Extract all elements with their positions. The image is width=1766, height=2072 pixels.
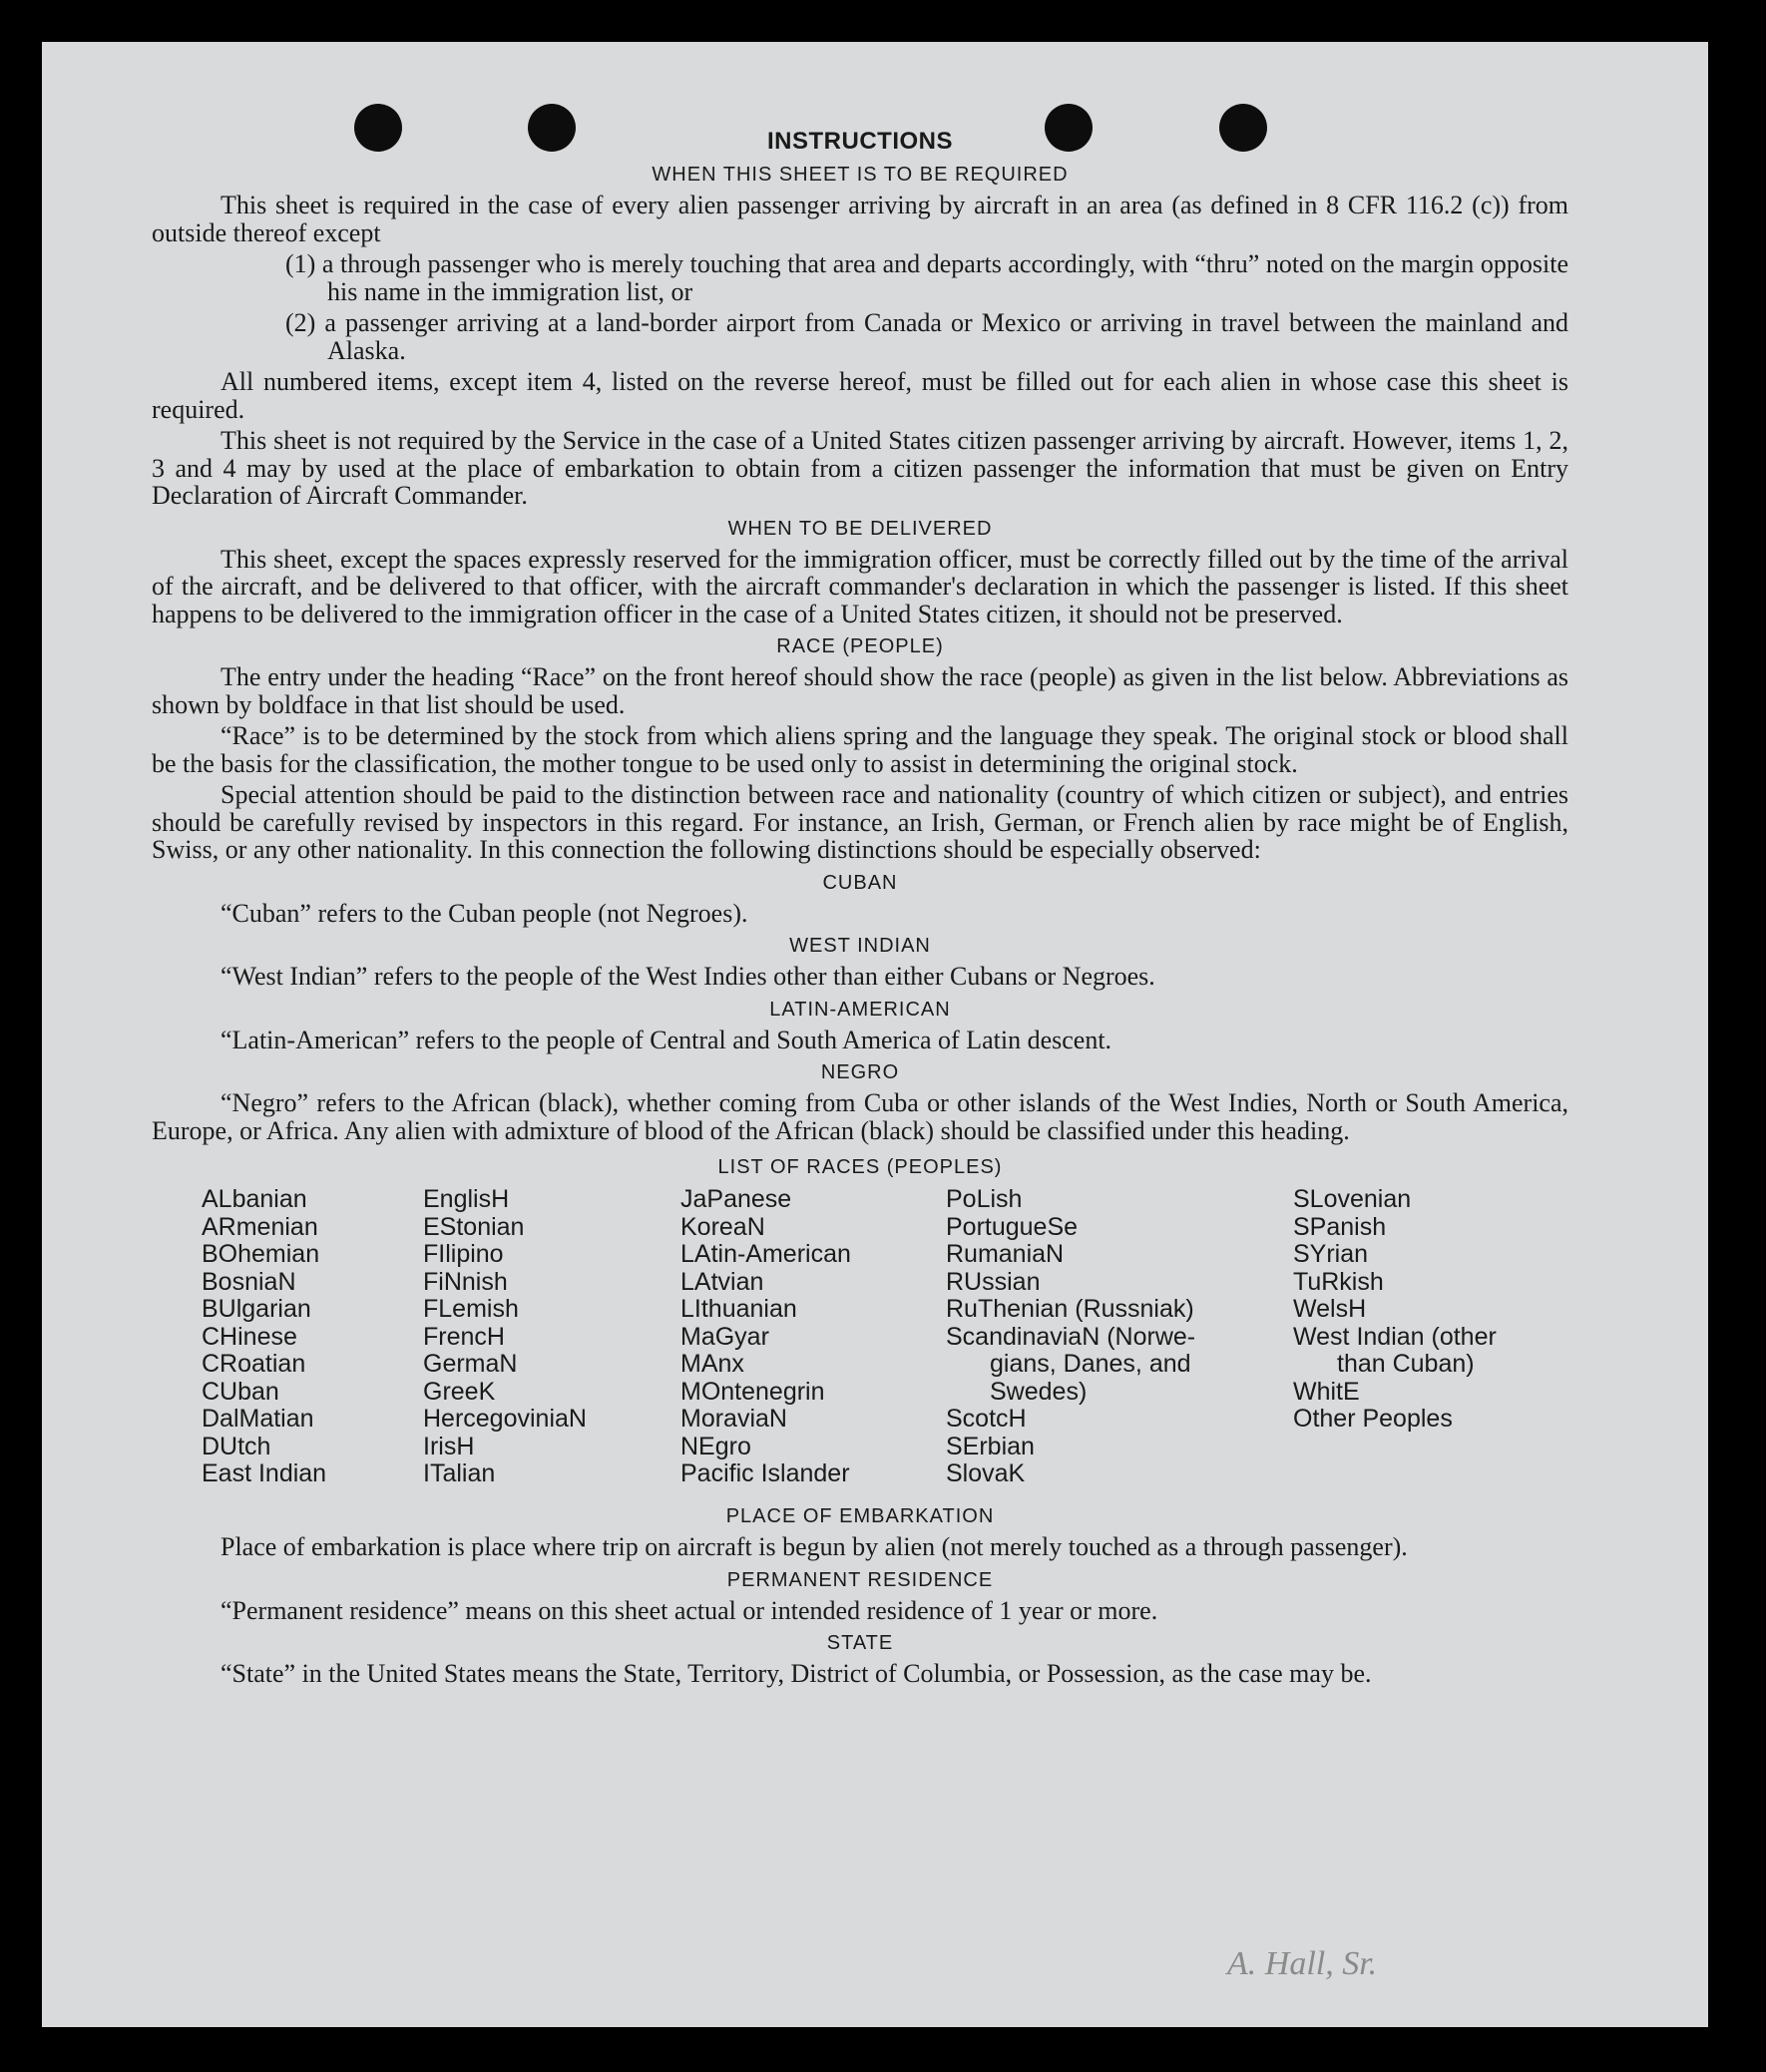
paragraph: Place of embarkation is place where trip on aircraft is begun by alien (not merely touched as a through passenger). xyxy=(221,1532,1408,1561)
race-entry: FLemish xyxy=(423,1295,519,1323)
race-entry: SYrian xyxy=(1293,1240,1369,1268)
race-entry: JaPanese xyxy=(680,1185,792,1213)
race-entry: gians, Danes, and xyxy=(990,1350,1191,1378)
race-entry: PortugueSe xyxy=(946,1212,1079,1241)
heading-cuban: CUBAN xyxy=(822,871,898,894)
heading-west-indian: WEST INDIAN xyxy=(789,935,931,957)
heading-embarkation: PLACE OF EMBARKATION xyxy=(725,1505,995,1527)
race-entry: DalMatian xyxy=(202,1405,314,1433)
race-entry: FiNnish xyxy=(423,1267,508,1296)
race-entry: RuThenian (Russniak) xyxy=(946,1295,1194,1323)
paragraph: “State” in the United States means the State, Territory, District of Columbia, or Possession, as the case may be. xyxy=(221,1659,1372,1688)
race-entry: BosniaN xyxy=(202,1267,296,1296)
race-entry: ScandinaviaN (Norwe- xyxy=(946,1322,1196,1351)
race-entry: MAnx xyxy=(680,1350,744,1378)
heading-negro: NEGRO xyxy=(820,1061,900,1083)
race-entry: LAtvian xyxy=(680,1267,764,1296)
race-column xyxy=(202,1186,326,1488)
race-entry: GreeK xyxy=(423,1377,496,1406)
race-entry: ARmenian xyxy=(202,1212,318,1241)
race-column xyxy=(680,1186,851,1488)
race-entry: Other Peoples xyxy=(1293,1405,1453,1433)
race-entry: GermaN xyxy=(423,1350,518,1378)
heading-race: RACE (PEOPLE) xyxy=(776,635,944,657)
race-entry: MaGyar xyxy=(680,1322,769,1351)
list-item: (1) a through passenger who is merely touching that area and departs accordingly, with “thru” noted on the margin opposite his name in the immigration list, or xyxy=(285,249,1568,306)
race-list xyxy=(152,1186,1568,1497)
race-entry: KoreaN xyxy=(680,1212,765,1241)
race-entry: FrencH xyxy=(423,1322,505,1351)
heading-required: WHEN THIS SHEET IS TO BE REQUIRED xyxy=(652,164,1069,186)
heading-delivered: WHEN TO BE DELIVERED xyxy=(727,517,993,540)
race-entry: BUlgarian xyxy=(202,1295,311,1323)
paragraph: “Permanent residence” means on this sheet actual or intended residence of 1 year or more. xyxy=(221,1595,1158,1625)
race-entry: SlovaK xyxy=(946,1459,1026,1487)
paragraph: This sheet is required in the case of every alien passenger arriving by aircraft in an area (as defined in 8 CFR 116.2 (c)) from outside thereof except xyxy=(152,191,1568,247)
race-entry: IrisH xyxy=(423,1432,475,1460)
race-entry: West Indian (other xyxy=(1293,1322,1497,1351)
heading-state: STATE xyxy=(826,1632,894,1654)
paragraph: All numbered items, except item 4, listed on the reverse hereof, must be filled out for each alien in whose case this sheet is required. xyxy=(152,367,1568,424)
race-entry: WhitE xyxy=(1293,1377,1360,1406)
race-entry: FIlipino xyxy=(423,1240,504,1268)
race-entry: Swedes) xyxy=(990,1377,1088,1406)
race-column xyxy=(423,1186,587,1488)
paragraph: “Negro” refers to the African (black), whether coming from Cuba or other islands of the West Indies, North or South America, Europe, or Africa. Any alien with admixture of blood of the African (black) should be classified under this heading. xyxy=(152,1088,1568,1145)
page-title: INSTRUCTIONS xyxy=(767,128,953,155)
paragraph: Special attention should be paid to the distinction between race and nationality (country of which citizen or subject), and entries should be carefully revised by inspectors in this regard. For instance, an Irish, German, or French alien by race might be of English, Swiss, or any other nationality. In this connection the following distinctions should be especially observed: xyxy=(152,780,1568,864)
race-entry: BOhemian xyxy=(202,1240,320,1268)
race-entry: Pacific Islander xyxy=(680,1459,850,1487)
race-entry: RumaniaN xyxy=(946,1240,1065,1268)
race-entry: ALbanian xyxy=(202,1185,307,1213)
instructions-content xyxy=(152,128,1568,1688)
race-entry: than Cuban) xyxy=(1337,1350,1475,1378)
race-entry: NEgro xyxy=(680,1432,751,1460)
heading-residence: PERMANENT RESIDENCE xyxy=(726,1568,994,1591)
heading-list-of-races: LIST OF RACES (PEOPLES) xyxy=(717,1156,1003,1178)
race-entry: PoLish xyxy=(946,1185,1023,1213)
race-entry: WelsH xyxy=(1293,1295,1367,1323)
paragraph: “West Indian” refers to the people of the West Indies other than either Cubans or Negroes. xyxy=(221,962,1155,991)
paragraph: This sheet, except the spaces expressly reserved for the immigration officer, must be correctly filled out by the time of the arrival of the aircraft, and be delivered to that officer, with the aircraft commander's declaration in which the passenger is listed. If this sheet happens to be delivered to the immigration officer in the case of a United States citizen, it should not be preserved. xyxy=(152,544,1568,628)
paragraph: “Race” is to be determined by the stock from which aliens spring and the language they speak. The original stock or blood shall be the basis for the classification, the mother tongue to be used only to assist in determining the original stock. xyxy=(152,721,1568,778)
race-entry: LAtin-American xyxy=(680,1240,851,1268)
race-entry: EStonian xyxy=(423,1212,525,1241)
race-entry: MoraviaN xyxy=(680,1405,787,1433)
race-entry: SLovenian xyxy=(1293,1185,1412,1213)
race-entry: HercegoviniaN xyxy=(423,1405,587,1433)
paragraph: “Cuban” refers to the Cuban people (not Negroes). xyxy=(221,898,748,928)
race-entry: SErbian xyxy=(946,1432,1035,1460)
race-column xyxy=(1293,1186,1497,1434)
race-column xyxy=(946,1186,1195,1488)
race-entry: DUtch xyxy=(202,1432,271,1460)
paragraph: This sheet is not required by the Service in the case of a United States citizen passenger arriving by aircraft. However, items 1, 2, 3 and 4 may by used at the place of embarkation to obtain from a citizen passenger the information that must be given on Entry Declaration of Aircraft Commander. xyxy=(152,426,1568,510)
race-entry: ITalian xyxy=(423,1459,496,1487)
race-entry: TuRkish xyxy=(1293,1267,1384,1296)
race-entry: CUban xyxy=(202,1377,279,1406)
race-entry: CRoatian xyxy=(202,1350,306,1378)
paragraph: “Latin-American” refers to the people of Central and South America of Latin descent. xyxy=(221,1025,1112,1054)
race-entry: MOntenegrin xyxy=(680,1377,825,1406)
race-entry: RUssian xyxy=(946,1267,1041,1296)
race-entry: EnglisH xyxy=(423,1185,510,1213)
handwritten-note: A. Hall, Sr. xyxy=(1227,1945,1378,1982)
list-item: (2) a passenger arriving at a land-border airport from Canada or Mexico or arriving in travel between the mainland and Alaska. xyxy=(285,308,1568,365)
race-entry: ScotcH xyxy=(946,1405,1027,1433)
paragraph: The entry under the heading “Race” on the front hereof should show the race (people) as given in the list below. Abbreviations as shown by boldface in that list should be used. xyxy=(152,662,1568,719)
race-entry: SPanish xyxy=(1293,1212,1387,1241)
race-entry: LIthuanian xyxy=(680,1295,797,1323)
race-entry: East Indian xyxy=(202,1459,327,1487)
race-entry: CHinese xyxy=(202,1322,297,1351)
heading-latin-american: LATIN-AMERICAN xyxy=(769,998,951,1021)
